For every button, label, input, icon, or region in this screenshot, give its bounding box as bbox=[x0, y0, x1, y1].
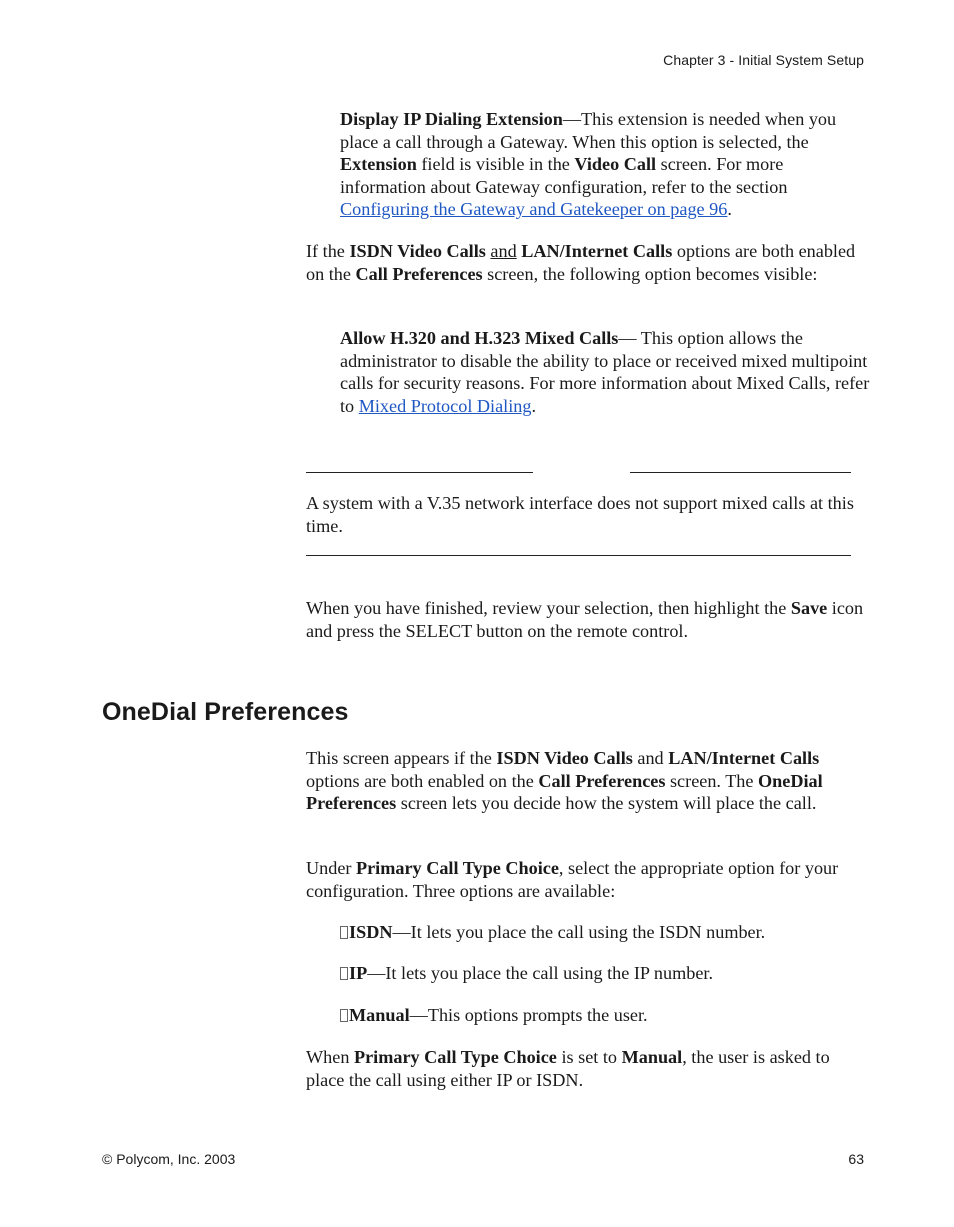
section-heading: OneDial Preferences bbox=[102, 698, 349, 726]
note-top-rule-right bbox=[630, 472, 851, 473]
text-span: icon and press the SELECT button on the remote control. bbox=[306, 598, 864, 641]
bullet-box-icon bbox=[340, 967, 348, 980]
bullet-box-icon bbox=[340, 926, 348, 939]
text-span: screen lets you decide how the system will place the call. bbox=[396, 793, 817, 814]
paragraph-display-ip-dialing-extension bbox=[340, 108, 870, 221]
text-span: When you have finished, review your selection, then highlight the bbox=[306, 598, 791, 618]
text-span: When bbox=[306, 1047, 354, 1067]
option-item-manual bbox=[340, 1004, 870, 1027]
term-display-ip-dialing-extension: Display IP Dialing Extension bbox=[340, 109, 563, 129]
text-span: screen, the following option becomes visible: bbox=[482, 263, 818, 284]
bold-lan-internet-calls: LAN/Internet Calls bbox=[521, 241, 673, 261]
option-term: Manual bbox=[349, 1005, 410, 1025]
option-text: —This options prompts the user. bbox=[409, 1005, 648, 1025]
text-span: , select the appropriate option for your configuration. Three options are available: bbox=[306, 858, 839, 901]
paragraph-manual-choice bbox=[306, 1046, 871, 1091]
paragraph-onedial-intro bbox=[306, 747, 871, 815]
running-head: Chapter 3 - Initial System Setup bbox=[663, 52, 864, 68]
bullet-box-icon bbox=[340, 1009, 348, 1022]
link-configuring-gateway-gatekeeper[interactable]: Configuring the Gateway and Gatekeeper on page 96 bbox=[340, 199, 728, 220]
text-span: options are both enabled on the bbox=[306, 241, 856, 284]
option-term: IP bbox=[349, 963, 368, 983]
bold-isdn-video-calls: ISDN Video Calls bbox=[349, 241, 486, 261]
text-span: field is visible in the bbox=[416, 154, 575, 175]
text-span: options are both enabled on the bbox=[306, 770, 539, 791]
text-span: This screen appears if the bbox=[306, 748, 497, 768]
note-text: A system with a V.35 network interface does not support mixed calls at this time. bbox=[306, 493, 854, 536]
bold-primary-call-type-choice: Primary Call Type Choice bbox=[356, 858, 559, 878]
text-span: If the bbox=[306, 241, 350, 261]
text-span: . bbox=[531, 395, 537, 416]
paragraph-save-instructions bbox=[306, 597, 871, 642]
option-text: —It lets you place the call using the IP number. bbox=[367, 963, 714, 983]
paragraph-allow-mixed-calls bbox=[340, 327, 870, 417]
paragraph-primary-call-type bbox=[306, 857, 871, 902]
underlined-and: and bbox=[490, 241, 517, 261]
bold-isdn-video-calls: ISDN Video Calls bbox=[496, 748, 633, 768]
bold-onedial-preferences: OneDial Preferences bbox=[306, 770, 823, 814]
bold-video-call: Video Call bbox=[574, 154, 657, 175]
note-bottom-rule bbox=[306, 555, 851, 556]
paragraph-mixed-options-intro bbox=[306, 240, 871, 285]
option-item-isdn bbox=[340, 921, 870, 944]
text-span: Under bbox=[306, 858, 356, 878]
text-span: and bbox=[632, 748, 669, 768]
link-mixed-protocol-dialing[interactable]: Mixed Protocol Dialing bbox=[358, 395, 532, 416]
text-span: screen. The bbox=[665, 770, 759, 791]
option-text: —It lets you place the call using the ISDN number. bbox=[392, 922, 766, 942]
text-span: — This option allows the administrator to disable the ability to place or received mixed multipoint calls for security reasons. For more information about Mixed Calls, refer to bbox=[340, 328, 870, 416]
note-top-rule-left bbox=[306, 472, 533, 473]
bold-extension: Extension bbox=[340, 154, 417, 175]
option-item-ip bbox=[340, 962, 870, 985]
bold-manual: Manual bbox=[621, 1047, 683, 1067]
bold-call-preferences: Call Preferences bbox=[355, 263, 483, 284]
footer-copyright: © Polycom, Inc. 2003 bbox=[102, 1151, 236, 1167]
text-span: —This extension is needed when you place a call through a Gateway. When this option is selected, the bbox=[340, 109, 837, 152]
bold-save: Save bbox=[790, 598, 828, 618]
bold-primary-call-type-choice: Primary Call Type Choice bbox=[353, 1047, 557, 1067]
text-span: , the user is asked to place the call using either IP or ISDN. bbox=[306, 1047, 830, 1090]
text-span: is set to bbox=[556, 1047, 622, 1067]
text-span: screen. For more information about Gateway configuration, refer to the section bbox=[340, 154, 788, 197]
page-number: 63 bbox=[848, 1151, 864, 1167]
text-span: . bbox=[727, 199, 732, 220]
option-term: ISDN bbox=[349, 922, 393, 942]
bold-lan-internet-calls: LAN/Internet Calls bbox=[668, 748, 820, 768]
bold-call-preferences: Call Preferences bbox=[538, 770, 666, 791]
term-allow-mixed-calls: Allow H.320 and H.323 Mixed Calls bbox=[340, 328, 619, 348]
